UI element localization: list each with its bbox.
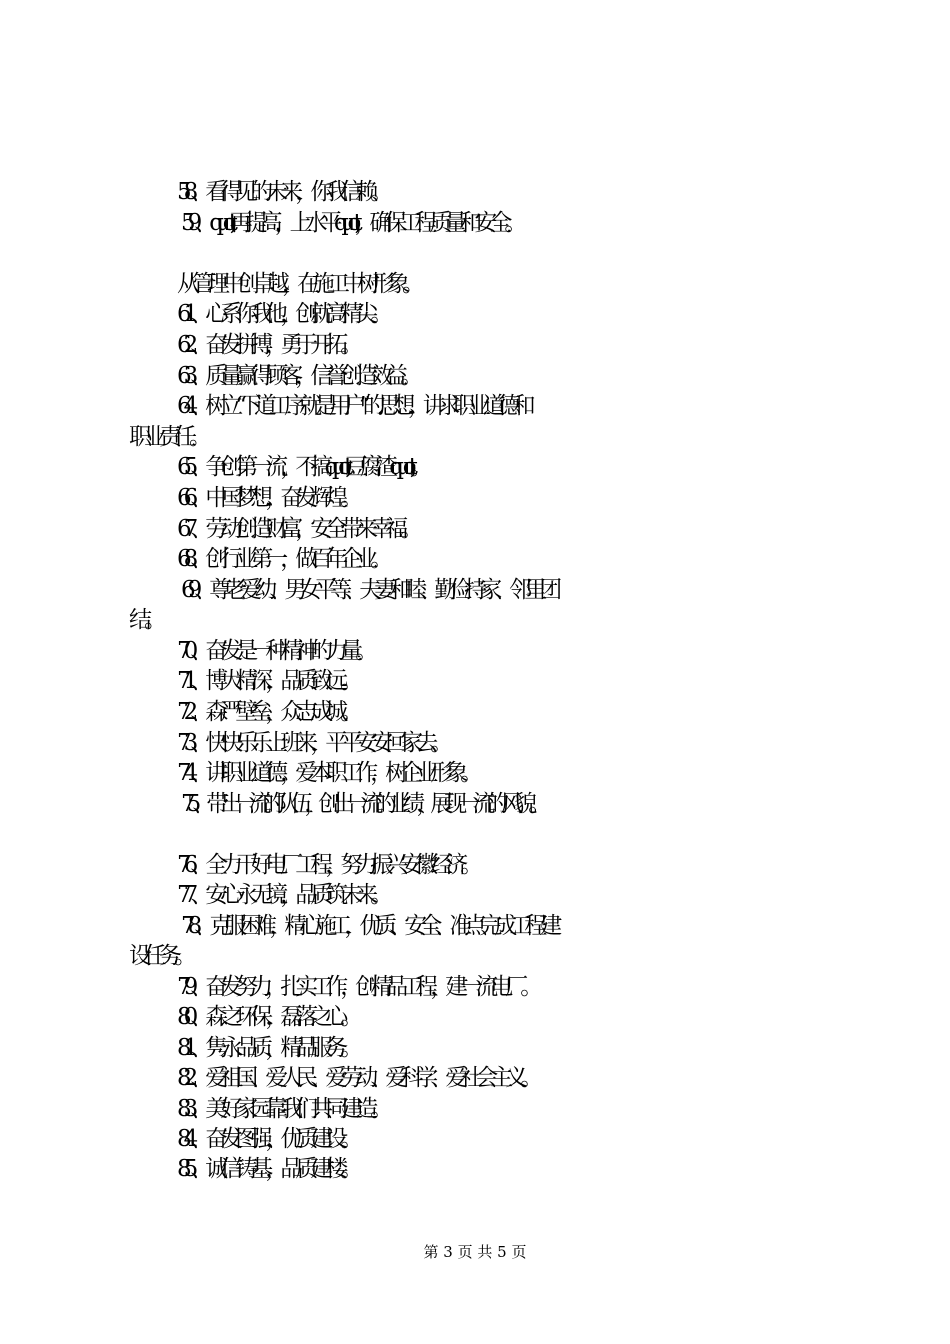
text-line: 68、创行业第一，做百年企业。 — [177, 546, 386, 572]
text-line: 职业责任。 — [129, 424, 204, 450]
text-line: 82、爱祖国、爱人民、爱劳动、爱科学、爱社会主义。 — [177, 1065, 536, 1091]
text-line: 67、劳动创造财富，安全带来幸福。 — [177, 516, 416, 542]
text-line: 设任务。 — [129, 943, 189, 969]
text-line: 78、克服困难，精心施工，优质、安全、准点完成工程建 — [181, 913, 555, 939]
text-line: 80、森之环保，磊落之心。 — [177, 1004, 356, 1030]
text-line: 72、森严壁垒，众志成城。 — [177, 699, 356, 725]
text-line: 79、奋发努力，扎实工作，创精品工程，建一流电厂。 — [177, 974, 536, 1000]
text-line: 83、美好家园靠我们共同建造。 — [177, 1096, 386, 1122]
text-line: 58、看得见的未来，你我信赖。 — [177, 179, 386, 205]
text-line: 73、快快乐乐上班来，平平安安回家去。 — [177, 730, 446, 756]
text-line: 85、诚信铸基，品质建楼。 — [177, 1156, 356, 1182]
text-line: 66、中国梦想，奋发辉煌。 — [177, 485, 356, 511]
text-line: 70、奋发是一种精神的力量。 — [177, 638, 371, 664]
text-line: 76、全力干好电厂工程，努力振兴安徽经济。 — [177, 852, 476, 878]
text-line: 65、争创第一流，不搞 quot;豆腐渣 quot;。 — [177, 454, 425, 480]
text-line: 81、隽永品质，精品服务。 — [177, 1035, 356, 1061]
text-line: 63、质量赢得顾客，信誉创造效益。 — [177, 363, 416, 389]
text-line: 从管理中创卓越，在施工中树形象。 — [177, 271, 417, 297]
text-line: 64、树立“下道工序就是用户”的思想，讲求职业道德和 — [177, 393, 528, 419]
text-line: 75、带出一流的队伍，创出一流的业绩，展现一流的风貌。 — [181, 791, 543, 817]
text-line: 62、奋发拼搏，勇于开拓。 — [177, 332, 356, 358]
text-line: 77、安心永无境，品质筑未来。 — [177, 882, 386, 908]
text-line: 61、心系你我他，创就高精尖。 — [177, 301, 386, 327]
text-line: 69、尊老爱幼、男女平等、夫妻和睦、勤俭持家、邻里团 — [181, 577, 555, 603]
text-line: 59、quot;再提高，上水平 quot;，确保工程质量和安全。 — [181, 210, 520, 236]
text-line: 84、奋发图强，优质建设。 — [177, 1126, 356, 1152]
text-line: 71、博大精深，品质致远。 — [177, 668, 356, 694]
page-number: 第 3 页 共 5 页 — [423, 1243, 527, 1261]
text-line: 结。 — [129, 607, 159, 633]
text-line: 74、讲职业道德，爱本职工作，树企业形象。 — [177, 760, 476, 786]
